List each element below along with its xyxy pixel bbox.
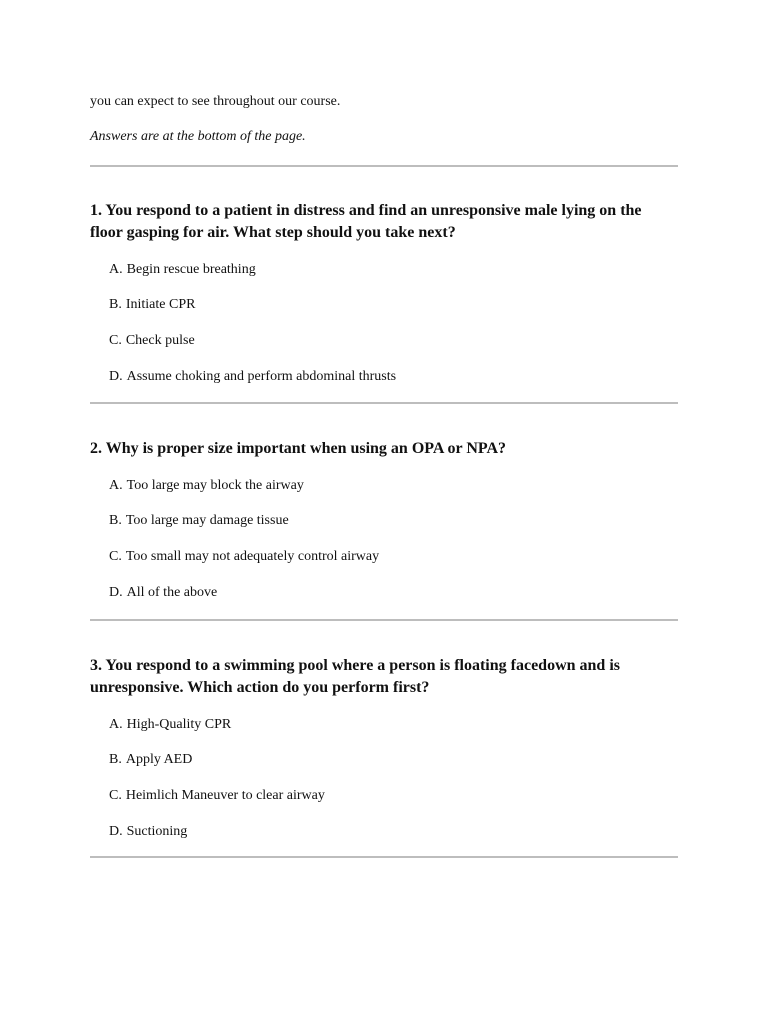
options-list [90,476,678,603]
option-text: Suctioning [126,823,188,839]
option-letter: A. [109,716,123,732]
question-1 [90,200,678,387]
question-3 [90,655,678,842]
divider [90,856,678,858]
option-a[interactable] [90,476,678,496]
option-text: Too small may not adequately control airway [125,549,380,565]
option-letter: A. [109,261,123,277]
divider [90,165,678,167]
option-text: High-Quality CPR [126,716,232,732]
option-text: Too large may block the airway [126,477,304,493]
option-text: Too large may damage tissue [125,513,289,529]
question-text: 2. Why is proper size important when using an OPA or NPA? [90,440,507,457]
option-text: All of the above [126,584,218,600]
divider [90,402,678,404]
option-text: Heimlich Maneuver to clear airway [125,788,325,804]
option-letter: B. [109,752,122,768]
option-letter: D. [109,368,123,384]
option-letter: C. [109,788,122,804]
option-c[interactable] [90,331,678,351]
question-2 [90,438,678,603]
option-letter: B. [109,297,122,313]
option-letter: C. [109,333,122,349]
option-letter: C. [109,549,122,565]
option-a[interactable] [90,260,678,280]
intro-text: you can expect to see throughout our course. [90,94,341,109]
question-text: 3. You respond to a swimming pool where a person is floating facedown and is unresponsive. Which action do you perform first? [90,657,620,696]
option-b[interactable] [90,295,678,315]
option-b[interactable] [90,511,678,531]
options-list [90,715,678,842]
option-text: Assume choking and perform abdominal thrusts [126,368,397,384]
option-text: Apply AED [125,752,193,768]
option-text: Initiate CPR [125,297,196,313]
option-d[interactable] [90,822,678,842]
option-text: Check pulse [125,333,195,349]
option-c[interactable] [90,786,678,806]
option-a[interactable] [90,715,678,735]
option-letter: D. [109,823,123,839]
option-text: Begin rescue breathing [126,261,256,277]
option-b[interactable] [90,750,678,770]
answers-note: Answers are at the bottom of the page. [90,129,306,144]
option-c[interactable] [90,547,678,567]
question-text: 1. You respond to a patient in distress and find an unresponsive male lying on the floor gasping for air. What step should you take next? [90,202,642,241]
options-list [90,260,678,387]
option-d[interactable] [90,583,678,603]
option-letter: B. [109,513,122,529]
option-letter: D. [109,584,123,600]
divider [90,619,678,621]
option-letter: A. [109,477,123,493]
option-d[interactable] [90,367,678,387]
